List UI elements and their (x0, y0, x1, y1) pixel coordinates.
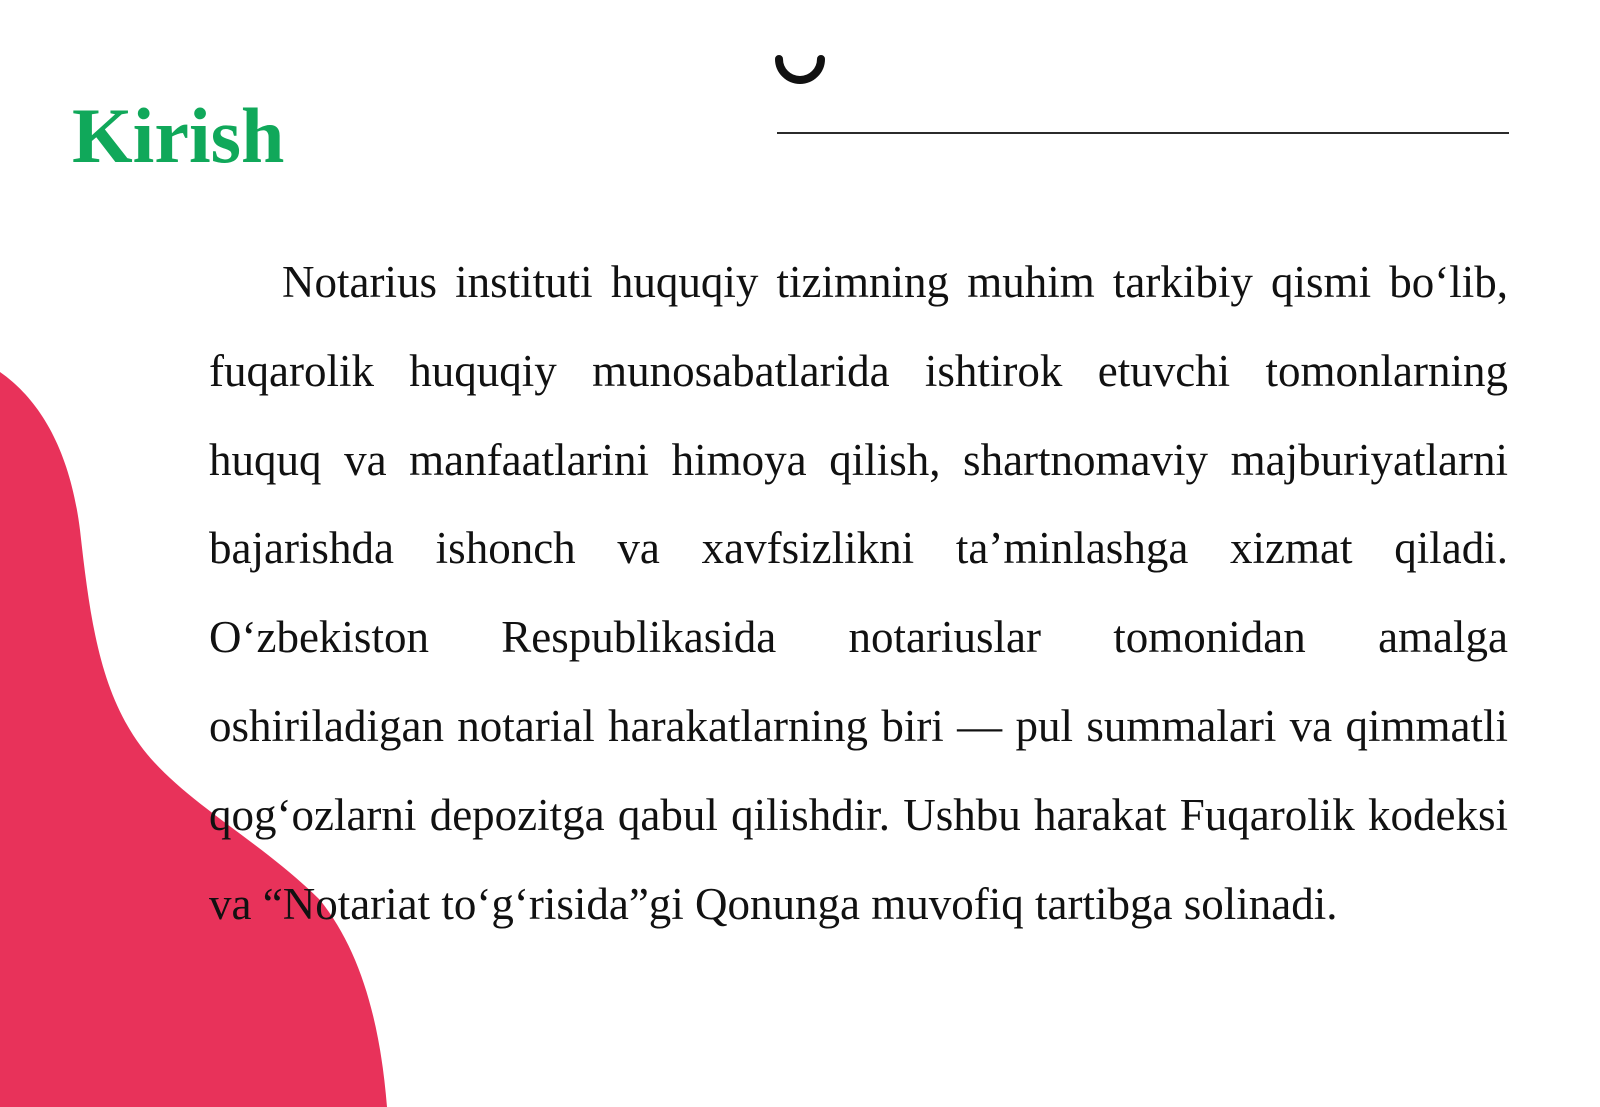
slide-title: Kirish (72, 92, 285, 179)
decorative-arc-icon (775, 55, 825, 89)
header-divider-line (777, 132, 1509, 134)
body-paragraph: Notarius instituti huquqiy tizimning muhim tarkibiy qismi bo‘lib, fuqarolik huquqiy munosabatlarida ishtirok etuvchi tomonlarning huquq va manfaatlarini himoya qilish, shartnomaviy majburiyatlarni bajarishda ishonch va xavfsizlikni ta’minlashga xizmat qiladi. O‘zbekiston Respublikasida notariuslar tomonidan amalga oshiriladigan notarial harakatlarning biri — pul summalari va qimmatli qog‘ozlarni depozitga qabul qilishdir. Ushbu harakat Fuqarolik kodeksi va “Notariat to‘g‘risida”gi Qonunga muvofiq tartibga solinadi. (209, 257, 1508, 929)
